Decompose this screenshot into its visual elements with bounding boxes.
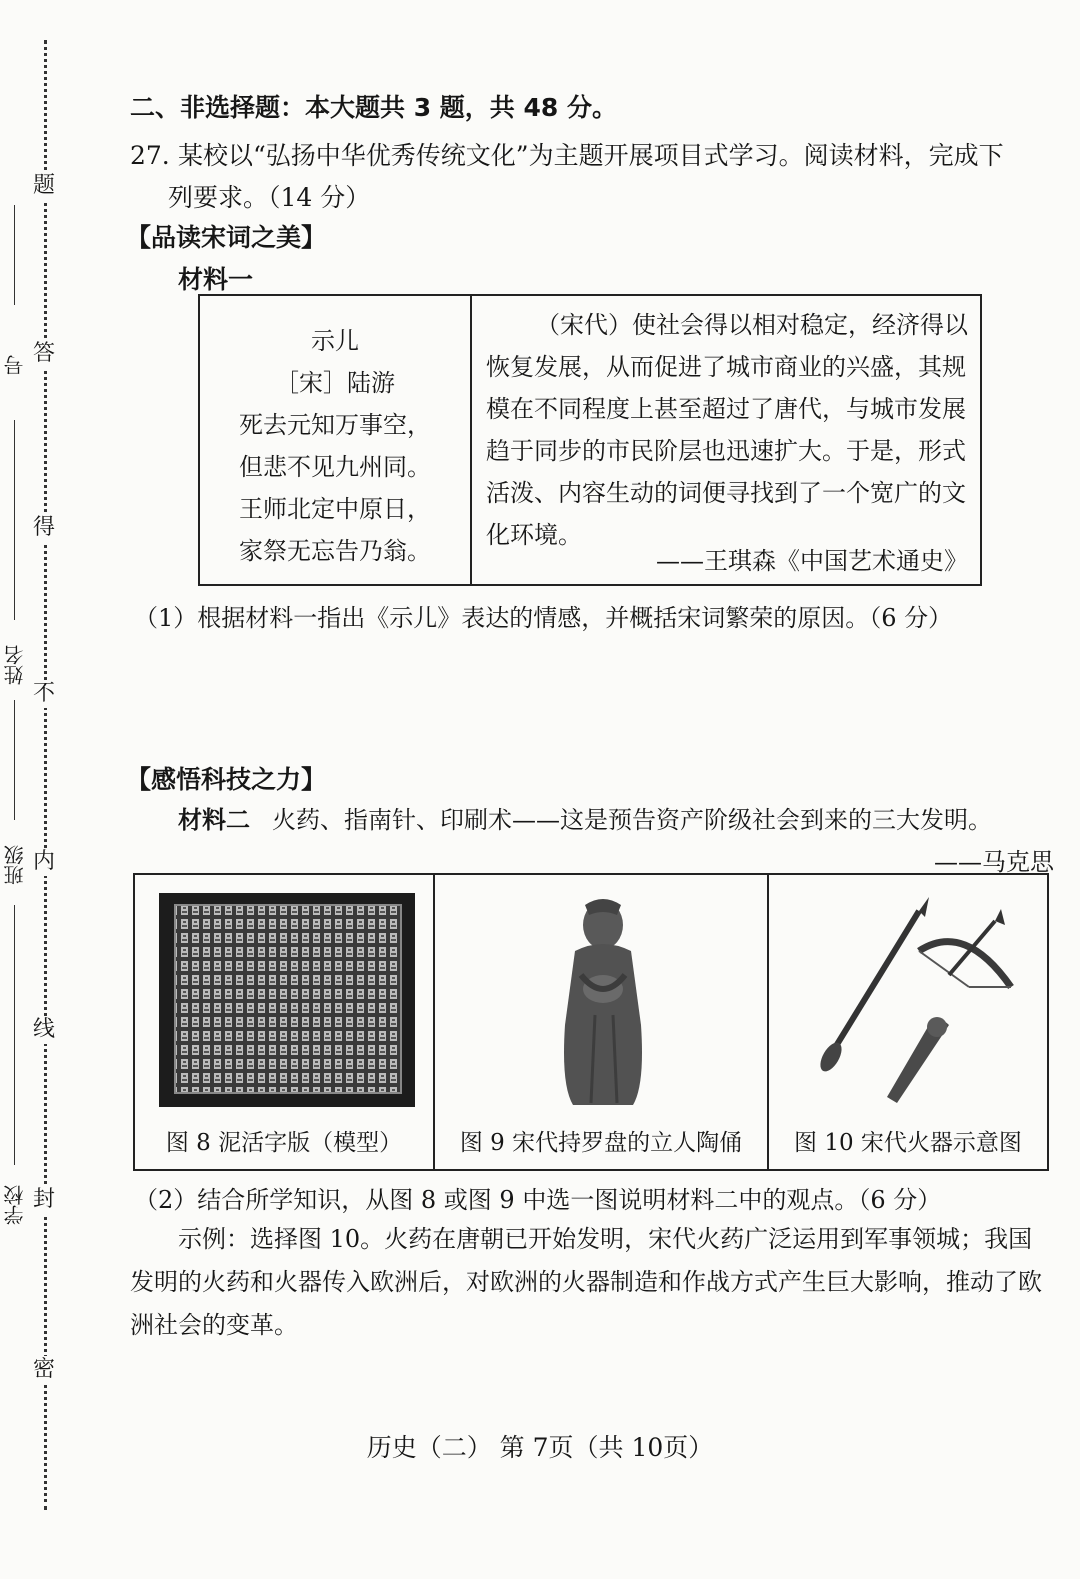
fill-line [14,205,15,305]
material-2-text: 火药、指南针、印刷术——这是预告资产阶级社会到来的三大发明。 [272,806,992,834]
prose-source: ——王琪森《中国艺术通史》 [656,547,968,575]
poem-line: 家祭无忘告乃翁。 [239,537,431,565]
label-number: 号 [3,355,27,375]
question-line-1: 某校以“弘扬中华优秀传统文化”为主题开展项目式学习。阅读材料，完成下 [178,141,1004,170]
question-27 [130,135,1060,219]
prose-cell [472,296,980,584]
seal-char: 答 [30,340,58,368]
figure-9-cell [435,875,769,1169]
poem-author: ［宋］陆游 [275,369,395,397]
section-heading: 二、非选择题：本大题共 3 题，共 48 分。 [130,93,618,122]
binding-margin [0,0,70,1579]
figure-8-cell [135,875,435,1169]
seal-char: 线 [30,1016,58,1044]
fire-weapons-image [769,875,1047,1115]
pottery-figurine-image [435,875,767,1115]
part2-heading: 【感悟科技之力】 [126,765,327,794]
figure-10-caption: 图 10 宋代火器示意图 [794,1130,1022,1156]
label-name: 姓名 [3,645,27,685]
material-1-table [198,294,982,586]
material-1-label: 材料一 [178,265,254,294]
fill-line [14,905,15,1165]
material-2-label: 材料二 [178,806,250,834]
figure-8-caption: 图 8 泥活字版（模型） [165,1130,403,1156]
clay-type-plate-image [135,875,433,1115]
prose-text: （宋代）使社会得以相对稳定，经济得以恢复发展，从而促进了城市商业的兴盛，其规模在不同程度上甚至超过了唐代，与城市发展趋于同步的市民阶层也迅速扩大。于是，形式活泼、内容生动的词便寻找到了一个宽广的文化环境。 [486,311,968,549]
seal-char: 不 [30,680,58,708]
example-answer [130,1218,1055,1347]
figures-table [133,873,1049,1171]
material-2-source: ——马克思 [934,848,1054,876]
page-footer: 历史（二） 第 7页（共 10页） [366,1433,714,1462]
seal-dotted-line [44,40,47,1510]
poem-cell [200,296,472,584]
seal-char: 得 [30,514,58,542]
example-text: 示例：选择图 10。火药在唐朝已开始发明，宋代火药广泛运用到军事领城；我国发明的火药和火器传入欧洲后，对欧洲的火器制造和作战方式产生巨大影响，推动了欧洲社会的变革。 [130,1225,1042,1339]
label-school: 学校 [3,1185,27,1225]
question-2: （2）结合所学知识，从图 8 或图 9 中选一图说明材料二中的观点。（6 分） [134,1186,942,1214]
fill-line [14,700,15,820]
part1-heading: 【品读宋词之美】 [126,223,327,252]
seal-char: 封 [30,1186,58,1214]
seal-char: 内 [30,848,58,876]
seal-char: 密 [30,1356,58,1384]
poem-line: 但悲不见九州同。 [239,453,431,481]
label-class: 班级 [3,845,27,885]
figure-10-cell [769,875,1047,1169]
poem-line: 王师北定中原日， [239,495,431,523]
fill-line [14,420,15,620]
question-number: 27. [130,141,170,170]
question-line-2: 列要求。（14 分） [168,183,371,212]
figure-9-caption: 图 9 宋代持罗盘的立人陶俑 [459,1130,743,1156]
poem-line: 死去元知万事空， [239,411,431,439]
material-2 [178,800,1058,835]
poem-title: 示儿 [311,327,359,355]
question-1: （1）根据材料一指出《示儿》表达的情感，并概括宋词繁荣的原因。（6 分） [134,604,953,632]
seal-char: 题 [30,172,58,200]
